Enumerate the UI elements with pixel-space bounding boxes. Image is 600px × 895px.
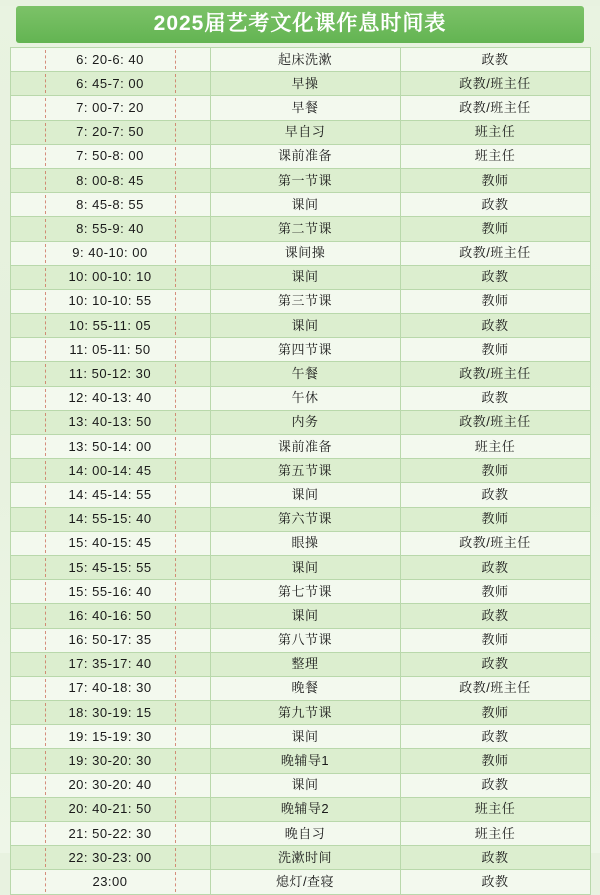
schedule-time-cell: 11: 50-12: 30 (10, 362, 210, 386)
schedule-responsible-cell: 政教/班主任 (400, 72, 590, 96)
schedule-activity-cell: 洗漱时间 (210, 846, 400, 870)
table-row (10, 168, 590, 192)
schedule-time-cell: 17: 35-17: 40 (10, 652, 210, 676)
schedule-responsible-cell: 教师 (400, 459, 590, 483)
table-row (10, 265, 590, 289)
schedule-responsible-cell: 班主任 (400, 120, 590, 144)
schedule-responsible-cell: 教师 (400, 217, 590, 241)
schedule-activity-cell: 课间 (210, 483, 400, 507)
schedule-activity-cell: 眼操 (210, 531, 400, 555)
schedule-responsible-cell: 政教/班主任 (400, 241, 590, 265)
schedule-responsible-cell: 政教/班主任 (400, 531, 590, 555)
schedule-responsible-cell: 政教 (400, 48, 590, 72)
schedule-activity-cell: 第七节课 (210, 580, 400, 604)
table-row (10, 289, 590, 313)
schedule-responsible-cell: 政教/班主任 (400, 410, 590, 434)
table-row (10, 507, 590, 531)
schedule-responsible-cell: 教师 (400, 580, 590, 604)
schedule-responsible-cell: 政教/班主任 (400, 676, 590, 700)
page-title-bar (16, 6, 584, 43)
schedule-time-cell: 8: 45-8: 55 (10, 193, 210, 217)
schedule-time-cell: 14: 55-15: 40 (10, 507, 210, 531)
table-row (10, 459, 590, 483)
schedule-time-cell: 8: 55-9: 40 (10, 217, 210, 241)
schedule-responsible-cell: 政教 (400, 773, 590, 797)
schedule-time-cell: 7: 00-7: 20 (10, 96, 210, 120)
schedule-table (10, 47, 591, 895)
table-row (10, 386, 590, 410)
schedule-time-cell: 20: 40-21: 50 (10, 797, 210, 821)
schedule-responsible-cell: 政教 (400, 652, 590, 676)
schedule-responsible-cell: 政教 (400, 265, 590, 289)
table-row (10, 652, 590, 676)
schedule-time-cell: 19: 30-20: 30 (10, 749, 210, 773)
schedule-time-cell: 16: 50-17: 35 (10, 628, 210, 652)
schedule-time-cell: 10: 10-10: 55 (10, 289, 210, 313)
table-row (10, 241, 590, 265)
schedule-time-cell: 10: 55-11: 05 (10, 314, 210, 338)
schedule-responsible-cell: 政教 (400, 846, 590, 870)
table-row (10, 72, 590, 96)
schedule-responsible-cell: 教师 (400, 289, 590, 313)
schedule-activity-cell: 第四节课 (210, 338, 400, 362)
schedule-activity-cell: 晚辅导2 (210, 797, 400, 821)
schedule-activity-cell: 课间 (210, 773, 400, 797)
schedule-activity-cell: 课间 (210, 725, 400, 749)
table-row (10, 338, 590, 362)
table-row (10, 120, 590, 144)
schedule-time-cell: 12: 40-13: 40 (10, 386, 210, 410)
table-row (10, 822, 590, 846)
schedule-page (0, 6, 600, 889)
table-row (10, 580, 590, 604)
schedule-activity-cell: 第三节课 (210, 289, 400, 313)
schedule-responsible-cell: 教师 (400, 338, 590, 362)
schedule-activity-cell: 第六节课 (210, 507, 400, 531)
schedule-time-cell: 6: 20-6: 40 (10, 48, 210, 72)
schedule-time-cell: 15: 40-15: 45 (10, 531, 210, 555)
schedule-activity-cell: 晚辅导1 (210, 749, 400, 773)
schedule-time-cell: 14: 45-14: 55 (10, 483, 210, 507)
schedule-responsible-cell: 政教/班主任 (400, 96, 590, 120)
schedule-activity-cell: 课间 (210, 193, 400, 217)
table-row (10, 870, 590, 894)
schedule-responsible-cell: 政教 (400, 314, 590, 338)
schedule-activity-cell: 课间操 (210, 241, 400, 265)
schedule-activity-cell: 课前准备 (210, 435, 400, 459)
schedule-time-cell: 7: 50-8: 00 (10, 144, 210, 168)
schedule-responsible-cell: 政教 (400, 483, 590, 507)
schedule-responsible-cell: 班主任 (400, 797, 590, 821)
table-row (10, 725, 590, 749)
table-row (10, 628, 590, 652)
schedule-activity-cell: 第五节课 (210, 459, 400, 483)
schedule-time-cell: 8: 00-8: 45 (10, 168, 210, 192)
schedule-responsible-cell: 政教/班主任 (400, 362, 590, 386)
schedule-activity-cell: 课间 (210, 604, 400, 628)
schedule-activity-cell: 第九节课 (210, 701, 400, 725)
schedule-time-cell: 20: 30-20: 40 (10, 773, 210, 797)
schedule-responsible-cell: 班主任 (400, 435, 590, 459)
table-row (10, 217, 590, 241)
schedule-activity-cell: 课间 (210, 314, 400, 338)
schedule-activity-cell: 课间 (210, 265, 400, 289)
schedule-activity-cell: 晚餐 (210, 676, 400, 700)
schedule-activity-cell: 第八节课 (210, 628, 400, 652)
schedule-time-cell: 23:00 (10, 870, 210, 894)
schedule-time-cell: 17: 40-18: 30 (10, 676, 210, 700)
schedule-time-cell: 13: 50-14: 00 (10, 435, 210, 459)
schedule-activity-cell: 整理 (210, 652, 400, 676)
schedule-responsible-cell: 政教 (400, 604, 590, 628)
schedule-responsible-cell: 班主任 (400, 144, 590, 168)
schedule-time-cell: 9: 40-10: 00 (10, 241, 210, 265)
table-row (10, 531, 590, 555)
schedule-activity-cell: 午餐 (210, 362, 400, 386)
schedule-activity-cell: 早操 (210, 72, 400, 96)
table-row (10, 846, 590, 870)
schedule-time-cell: 19: 15-19: 30 (10, 725, 210, 749)
schedule-responsible-cell: 政教 (400, 193, 590, 217)
page-title: 2025届艺考文化课作息时间表 (153, 12, 447, 35)
schedule-activity-cell: 晚自习 (210, 822, 400, 846)
table-row (10, 701, 590, 725)
schedule-time-cell: 6: 45-7: 00 (10, 72, 210, 96)
table-row (10, 144, 590, 168)
table-row (10, 193, 590, 217)
schedule-activity-cell: 课间 (210, 555, 400, 579)
schedule-activity-cell: 内务 (210, 410, 400, 434)
schedule-activity-cell: 第二节课 (210, 217, 400, 241)
table-row (10, 435, 590, 459)
schedule-responsible-cell: 政教 (400, 555, 590, 579)
table-row (10, 604, 590, 628)
schedule-activity-cell: 起床洗漱 (210, 48, 400, 72)
schedule-time-cell: 13: 40-13: 50 (10, 410, 210, 434)
schedule-time-cell: 7: 20-7: 50 (10, 120, 210, 144)
schedule-table-body (10, 48, 590, 895)
table-row (10, 362, 590, 386)
schedule-responsible-cell: 教师 (400, 168, 590, 192)
schedule-responsible-cell: 教师 (400, 701, 590, 725)
schedule-time-cell: 18: 30-19: 15 (10, 701, 210, 725)
schedule-time-cell: 11: 05-11: 50 (10, 338, 210, 362)
table-row (10, 410, 590, 434)
schedule-responsible-cell: 政教 (400, 725, 590, 749)
schedule-time-cell: 10: 00-10: 10 (10, 265, 210, 289)
schedule-responsible-cell: 班主任 (400, 822, 590, 846)
table-row (10, 676, 590, 700)
schedule-responsible-cell: 政教 (400, 386, 590, 410)
table-row (10, 48, 590, 72)
schedule-responsible-cell: 教师 (400, 507, 590, 531)
schedule-time-cell: 22: 30-23: 00 (10, 846, 210, 870)
table-row (10, 555, 590, 579)
schedule-time-cell: 16: 40-16: 50 (10, 604, 210, 628)
table-row (10, 96, 590, 120)
table-row (10, 483, 590, 507)
schedule-activity-cell: 早自习 (210, 120, 400, 144)
schedule-time-cell: 15: 45-15: 55 (10, 555, 210, 579)
schedule-activity-cell: 熄灯/查寝 (210, 870, 400, 894)
schedule-time-cell: 15: 55-16: 40 (10, 580, 210, 604)
schedule-activity-cell: 课前准备 (210, 144, 400, 168)
table-row (10, 773, 590, 797)
schedule-responsible-cell: 政教 (400, 870, 590, 894)
schedule-activity-cell: 早餐 (210, 96, 400, 120)
table-row (10, 797, 590, 821)
schedule-activity-cell: 第一节课 (210, 168, 400, 192)
schedule-responsible-cell: 教师 (400, 628, 590, 652)
schedule-activity-cell: 午休 (210, 386, 400, 410)
schedule-responsible-cell: 教师 (400, 749, 590, 773)
schedule-time-cell: 14: 00-14: 45 (10, 459, 210, 483)
schedule-time-cell: 21: 50-22: 30 (10, 822, 210, 846)
table-row (10, 314, 590, 338)
table-row (10, 749, 590, 773)
